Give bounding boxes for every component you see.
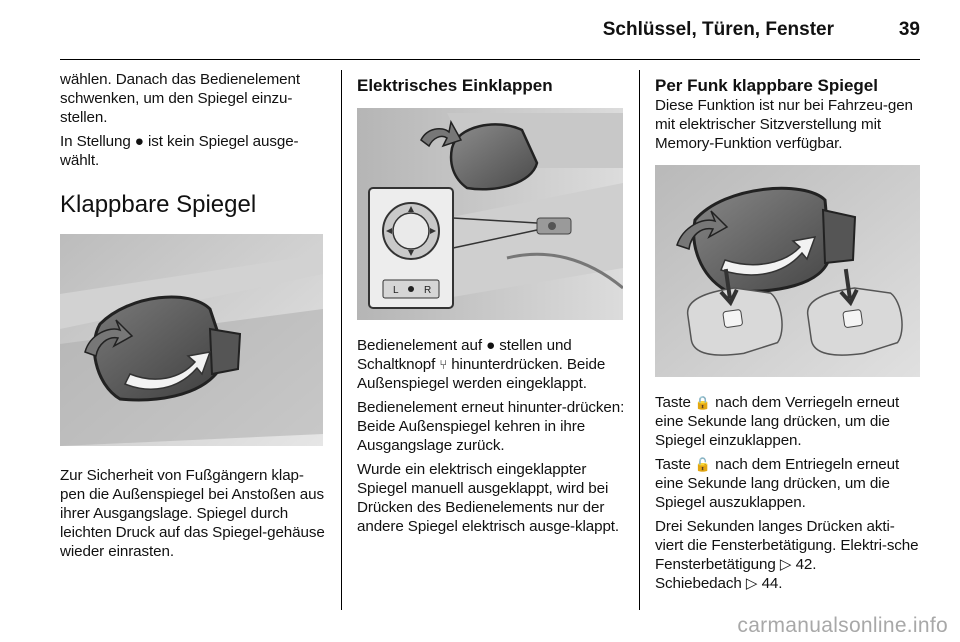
paragraph-lock-fold: Taste 🔒 nach dem Verriegeln erneut eine Sekunde lang drücken, um die Spiegel einzuklappen. — [655, 394, 900, 449]
column-left — [60, 70, 325, 566]
page-ref-arrow-icon: ▷ — [779, 556, 792, 573]
paragraph-fold-in: Bedienelement auf ● stellen und Schaltknopf ⑂ hinunterdrücken. Beide Außenspiegel werden eingeklappt. — [357, 337, 606, 392]
page-ref-link[interactable]: 44 — [761, 575, 779, 592]
paragraph-pedestrian-safety: Zur Sicherheit von Fußgängern klap-pen die Außenspiegel bei Anstoßen aus ihrer Ausgangslage. Spiegel durch leichten Druck auf das Spiegel-gehäuse wieder einrasten. — [60, 467, 325, 560]
fold-switch-icon: ⑂ — [439, 357, 448, 372]
page-number: 39 — [898, 19, 920, 40]
column-middle — [357, 70, 625, 541]
dot-symbol: ● — [134, 133, 144, 150]
column-divider-2 — [639, 70, 640, 610]
figure-electric-fold-switch — [357, 108, 623, 320]
section-heading-funk: Per Funk klappbare Spiegel — [655, 76, 878, 95]
switch-label-left: L — [393, 285, 399, 296]
dot-symbol: ● — [486, 337, 496, 354]
page-title: Schlüssel, Türen, Fenster — [602, 19, 834, 40]
paragraph-fold-out: Bedienelement erneut hinunter-drücken: Beide Außenspiegel kehren in ihre Ausgangslage zurück. — [357, 399, 625, 454]
switch-label-right: R — [424, 285, 432, 296]
paragraph-manual-unfold: Wurde ein elektrisch eingeklappter Spiegel manuell ausgeklappt, wird bei Drücken des Bedienelements nur der andere Spiegel elektrisch ausge-klappt. — [357, 461, 620, 535]
section-heading-klappbare: Klappbare Spiegel — [60, 191, 257, 218]
figure-manual-fold-mirror — [60, 234, 323, 446]
column-right — [655, 70, 920, 598]
page-ref-link[interactable]: 42 — [795, 556, 813, 573]
paragraph-unlock-unfold: Taste 🔓 nach dem Entriegeln erneut eine Sekunde lang drücken, um die Spiegel auszuklappen. — [655, 456, 900, 511]
paragraph-position: In Stellung ● ist kein Spiegel ausge-wählt. — [60, 133, 299, 169]
page-ref-arrow-icon: ▷ — [745, 575, 758, 592]
unlock-icon: 🔓 — [694, 457, 712, 472]
lock-icon: 🔒 — [694, 395, 712, 410]
paragraph-window-control: Drei Sekunden langes Drücken akti-viert die Fensterbetätigung. Elektri-sche Fensterbetätigung ▷ 42. Schiebedach ▷ 44. — [655, 518, 919, 592]
page-header — [60, 0, 920, 60]
figure-remote-key-fold — [655, 165, 920, 377]
header-divider — [60, 59, 920, 60]
column-divider-1 — [341, 70, 342, 610]
paragraph-availability: Diese Funktion ist nur bei Fahrzeu-gen mit elektrischer Sitzverstellung mit Memory-Funktion verfügbar. — [655, 97, 913, 152]
footer-watermark: carmanualsonline.info — [737, 614, 948, 637]
paragraph-adjust: wählen. Danach das Bedienelement schwenken, um den Spiegel einzu-stellen. — [60, 71, 300, 126]
section-heading-elektrisch: Elektrisches Einklappen — [357, 76, 553, 95]
